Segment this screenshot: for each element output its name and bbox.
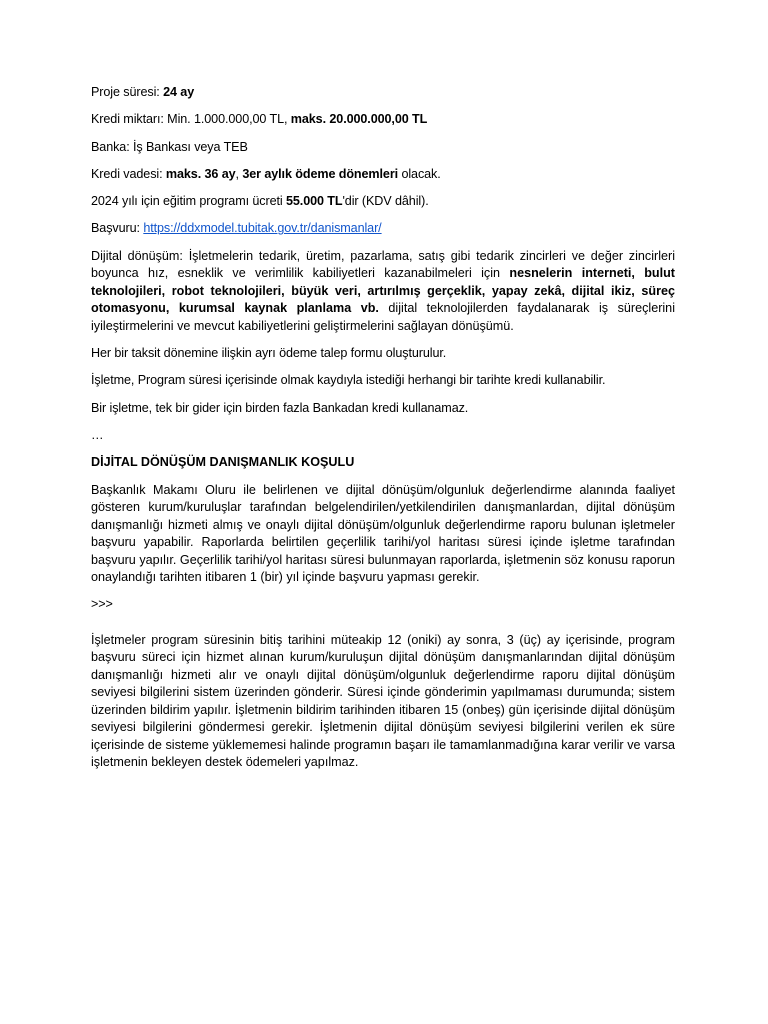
single-bank-note: Bir işletme, tek bir gider için birden fazla Bankadan kredi kullanamaz.	[91, 400, 469, 415]
digital-transformation-definition	[91, 248, 675, 336]
training-fee-value: 55.000 TL	[285, 194, 343, 209]
training-fee-suffix: 'dir (KDV dâhil).	[342, 194, 429, 209]
loan-term-separator: ,	[235, 166, 243, 181]
digital-technologies-list: nesnelerin interneti, bulut teknolojileri, robot teknolojileri, büyük veri, artırılmış gerçeklik, yapay zekâ, dijital ikiz, süreç otomasyonu, kurumsal kaynak planlama vb.	[91, 266, 675, 316]
loan-term-line	[91, 166, 675, 184]
loan-term-max: maks. 36 ay	[165, 166, 236, 181]
consulting-paragraph: Başkanlık Makamı Oluru ile belirlenen ve dijital dönüşüm/olgunluk değerlendirme alanında faaliyet gösteren kurum/kuruluşlar tarafından belgelendirilen/yetkilendirilen danışmanlardan, dijital dönüşüm danışmanlığı hizmeti almış ve onaylı dijital dönüşüm/olgunluk değerlendirme raporu bulunan işletmeler başvuru yapabilir. Raporlarda belirtilen geçerlilik tarihi/yol haritası süresi içinde işletme tarafından başvuru yapılır. Geçerlilik tarihi/yol haritası süresi bulunmayan raporlarda, işletmenin söz konusu raporun onaylandığı tarihten itibaren 1 (bir) yıl içinde başvuru yapması gerekir.	[91, 482, 675, 585]
project-duration-line	[91, 84, 675, 102]
project-duration-value: 24 ay	[163, 85, 195, 99]
loan-amount-max: maks. 20.000.000,00 TL	[290, 112, 428, 127]
installment-note: Her bir taksit dönemine ilişkin ayrı ödeme talep formu oluşturulur.	[91, 346, 447, 361]
digital-definition-outro: dijital teknolojilerden faydalanarak iş süreçlerini iyileştirmelerini ve mevcut kabiliyetlerini geliştirmelerini sağlayan dönüşümü.	[91, 301, 675, 333]
final-paragraph: İşletmeler program süresinin bitiş tarihini müteakip 12 (oniki) ay sonra, 3 (üç) ay içerisinde, program başvuru süreci için hizmet alınan kurum/kuruluşun dijital dönüşüm danışmanlarından dijital dönüşüm danışmanlığı hizmeti alır ve onaylı dijital dönüşüm/olgunluk değerlendirme raporu dijital dönüşüm seviyesi bilgilerini sistem üzerinden gönderir. Süresi içinde gönderimin yapılmaması durumunda; sistem üzerinden bildirim yapılır. İşletmenin bildirim tarihinden itibaren 15 (onbeş) gün içerisinde dijital dönüşüm seviyesi bilgilerini göndermesi gerekir. İşletmenin dijital dönüşüm seviyesi bilgilerini verilen ek süre içerisinde de sisteme yüklememesi halinde programın başarı ile tamamlanmadığına karar verilir ve varsa işletmenin bekleyen destek ödemeleri yapılmaz.	[91, 632, 675, 770]
bank-line: Banka: İş Bankası veya TEB	[91, 139, 248, 154]
loan-term-tail: olacak.	[398, 166, 441, 181]
digital-definition-intro: Dijital dönüşüm: İşletmelerin tedarik, üretim, pazarlama, satış gibi tedarik zincirleri ve değer zincirleri boyunca hız, esneklik ve verimlilik kabiliyetleri kazanabilmeleri için	[91, 248, 675, 281]
loan-term-periods: 3er aylık ödeme dönemleri	[242, 166, 399, 181]
training-fee-line	[91, 193, 675, 211]
loan-usage-note: İşletme, Program süresi içerisinde olmak kaydıyla istediği herhangi bir tarihte kredi kullanabilir.	[91, 373, 606, 388]
project-duration-label: Proje süresi:	[91, 85, 164, 99]
training-fee-prefix: 2024 yılı için eğitim programı ücreti	[91, 194, 286, 209]
loan-term-label: Kredi vadesi:	[91, 166, 166, 181]
application-link[interactable]: https://ddxmodel.tubitak.gov.tr/danismanlar/	[143, 221, 382, 236]
separator-line: >>>	[91, 597, 113, 612]
document-page	[91, 84, 675, 782]
application-label: Başvuru:	[91, 221, 144, 236]
loan-amount-label: Kredi miktarı: Min. 1.000.000,00 TL,	[91, 112, 291, 127]
ellipsis-line: …	[91, 427, 104, 442]
application-line	[91, 220, 675, 238]
loan-amount-line	[91, 111, 675, 129]
consulting-heading: DİJİTAL DÖNÜŞÜM DANIŞMANLIK KOŞULU	[91, 455, 355, 470]
